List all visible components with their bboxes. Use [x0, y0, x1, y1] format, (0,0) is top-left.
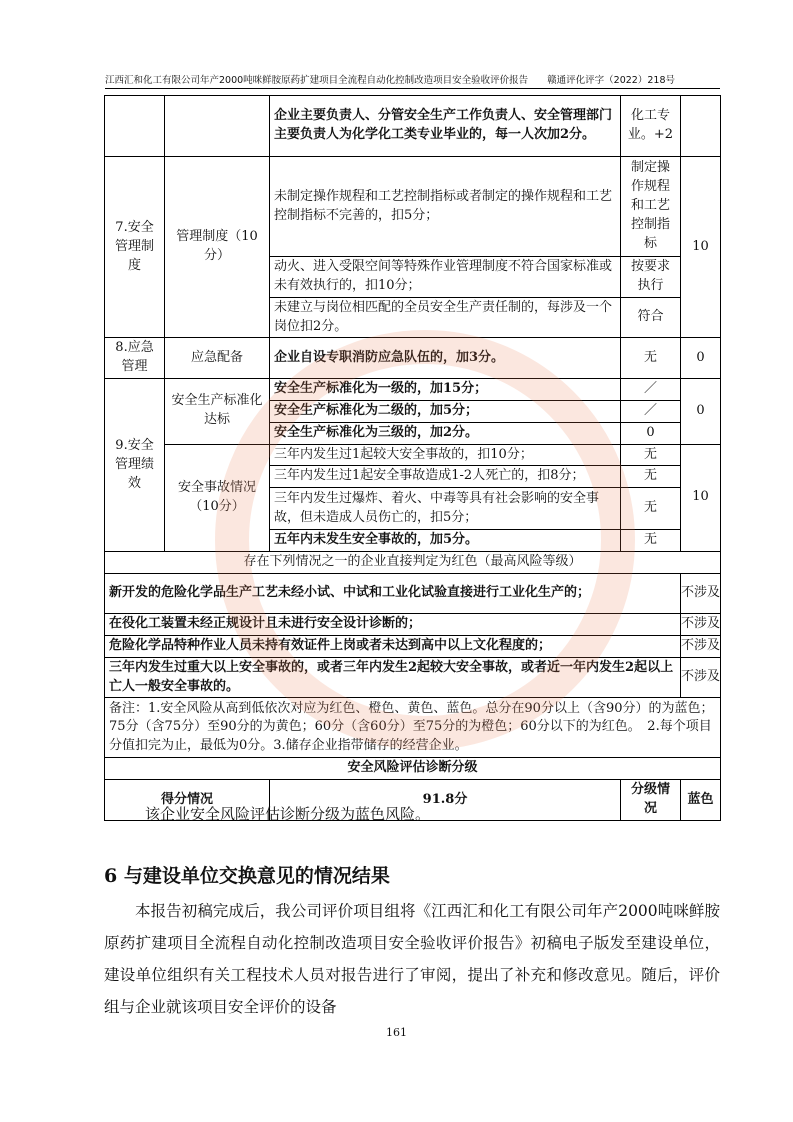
item-cell: 管理制度（10分） [165, 157, 270, 338]
table-row [105, 157, 721, 257]
status-cell: 化工专业。+2 [621, 96, 681, 157]
grade-label: 分级情况 [621, 780, 681, 821]
item-cell: 应急配备 [165, 338, 270, 379]
section-paragraph: 本报告初稿完成后，我公司评价项目组将《江西汇和化工有限公司年产2000吨咪鲜胺原药扩建项目全流程自动化控制改造项目安全验收评价报告》初稿电子版发至建设单位，建设单位组织有关工程技术人员对报告进行了审阅，提出了补充和修改意见。随后，评价组与企业就该项目安全评价的设备 [104, 902, 720, 1016]
table-row [105, 379, 721, 401]
item-cell [165, 96, 270, 157]
category-cell: 9.安全管理绩效 [105, 379, 165, 552]
criterion-text: 三年内发生过1起安全事故造成1-2人死亡的，扣8分； [270, 466, 621, 488]
category-cell: 8.应急管理 [105, 338, 165, 379]
criterion-text: 未建立与岗位相匹配的全员安全生产责任制的，每涉及一个岗位扣2分。 [270, 297, 621, 338]
score-cell [681, 96, 721, 157]
table-row [105, 552, 721, 574]
grade-value: 蓝色 [681, 780, 721, 821]
red-rule-status: 不涉及 [681, 635, 721, 657]
table-row [105, 758, 721, 780]
score-cell: 10 [681, 444, 721, 552]
table-note: 备注：1.安全风险从高到低依次对应为红色、橙色、黄色、蓝色。总分在90分以上（含90分）的为蓝色；75分（含75分）至90分的为黄色；60分（含60分）至75分的为橙色；60分以下的为红色。 2.每个项目分值扣完为止，最低为0分。3.储存企业指带储存的经营企业。 [105, 698, 721, 758]
header-divider [105, 88, 720, 89]
status-cell: 无 [621, 530, 681, 552]
red-rule-header: 存在下列情况之一的企业直接判定为红色（最高风险等级） [105, 552, 721, 574]
status-cell: 制定操作规程和工艺控制指标 [621, 157, 681, 257]
status-cell: 无 [621, 338, 681, 379]
red-rule-text: 危险化学品特种作业人员未持有效证件上岗或者未达到高中以上文化程度的； [105, 635, 681, 657]
status-cell: 无 [621, 444, 681, 466]
table-row [105, 573, 721, 613]
score-cell: 0 [681, 379, 721, 445]
criterion-text: 安全生产标准化为三级的，加2分。 [270, 422, 621, 444]
red-rule-status: 不涉及 [681, 573, 721, 613]
status-cell: 符合 [621, 297, 681, 338]
score-cell: 0 [681, 338, 721, 379]
criterion-text: 安全生产标准化为二级的，加5分； [270, 400, 621, 422]
status-cell: 无 [621, 466, 681, 488]
criterion-text: 三年内发生过爆炸、着火、中毒等具有社会影响的安全事故，但未造成人员伤亡的，扣5分； [270, 488, 621, 530]
table-row [105, 338, 721, 379]
score-value: 91.8分 [270, 780, 621, 821]
page-number: 161 [386, 1026, 407, 1039]
table-row [105, 698, 721, 758]
criterion-text: 动火、进入受限空间等特殊作业管理制度不符合国家标准或未有效执行的，扣10分； [270, 257, 621, 298]
status-cell: 按要求执行 [621, 257, 681, 298]
criterion-text: 企业自设专职消防应急队伍的，加3分。 [270, 338, 621, 379]
criterion-text: 企业主要负责人、分管安全生产工作负责人、安全管理部门主要负责人为化学化工类专业毕业的，每一人次加2分。 [270, 96, 621, 157]
score-label: 得分情况 [105, 780, 270, 821]
criterion-text: 安全生产标准化为一级的，加15分； [270, 379, 621, 401]
status-cell: ／ [621, 379, 681, 401]
red-rule-text: 新开发的危险化学品生产工艺未经小试、中试和工业化试验直接进行工业化生产的； [105, 573, 681, 613]
red-rule-text: 三年内发生过重大以上安全事故的，或者三年内发生2起较大安全事故，或者近一年内发生2起以上亡人一般安全事故的。 [105, 657, 681, 698]
page-header: 江西汇和化工有限公司年产2000吨咪鲜胺原药扩建项目全流程自动化控制改造项目安全验收评价报告 赣通评化评字（2022）218号 [105, 75, 675, 86]
table-row [105, 613, 721, 635]
criterion-text: 五年内未发生安全事故的，加5分。 [270, 530, 621, 552]
status-cell: 0 [621, 422, 681, 444]
section-heading: 6 与建设单位交换意见的情况结果 [104, 865, 390, 887]
result-title: 安全风险评估诊断分级 [105, 758, 721, 780]
criterion-text: 未制定操作规程和工艺控制指标或者制定的操作规程和工艺控制指标不完善的，扣5分； [270, 157, 621, 257]
table-row [105, 444, 721, 466]
red-rule-status: 不涉及 [681, 613, 721, 635]
item-cell: 安全生产标准化达标 [165, 379, 270, 445]
criterion-text: 三年内发生过1起较大安全事故的，扣10分； [270, 444, 621, 466]
category-cell: 7.安全管理制度 [105, 157, 165, 338]
status-cell: 无 [621, 488, 681, 530]
table-row [105, 96, 721, 157]
conclusion-text: 该企业安全风险评估诊断分级为蓝色风险。 [145, 805, 431, 823]
status-cell: ／ [621, 400, 681, 422]
table-row [105, 635, 721, 657]
red-rule-text: 在役化工装置未经正规设计且未进行安全设计诊断的； [105, 613, 681, 635]
score-cell: 10 [681, 157, 721, 338]
red-rule-status: 不涉及 [681, 657, 721, 698]
category-cell [105, 96, 165, 157]
item-cell: 安全事故情况（10分） [165, 444, 270, 552]
table-row [105, 657, 721, 698]
risk-assessment-table [104, 95, 721, 821]
